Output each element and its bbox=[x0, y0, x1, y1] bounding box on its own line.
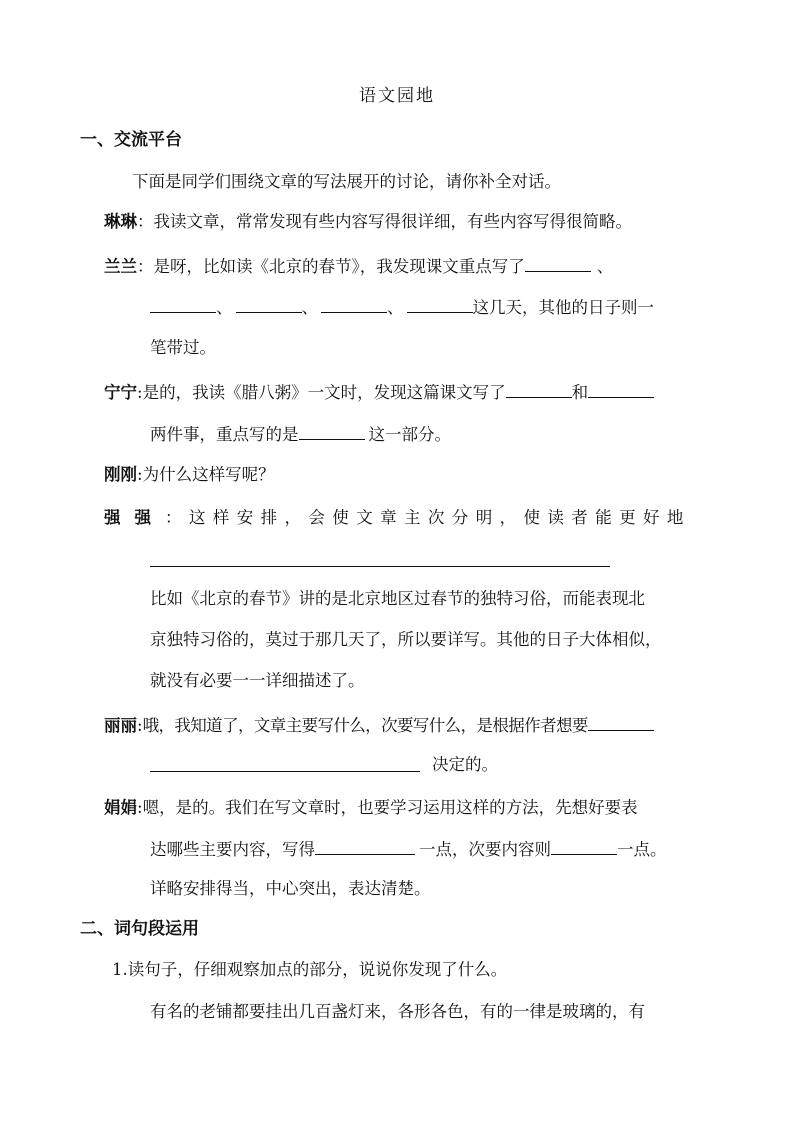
speaker-lili: 丽丽 bbox=[104, 716, 137, 735]
fill-in-blank[interactable] bbox=[150, 298, 216, 313]
dialogue-text: 一点。 bbox=[617, 840, 667, 859]
dialogue-text: 我读文章，常常发现有些内容写得很详细，有些内容写得很简略。 bbox=[153, 212, 632, 231]
fill-in-answer-line[interactable] bbox=[150, 566, 610, 567]
dialogue-text: 嗯，是的。我们在写文章时，也要学习运用这样的方法，先想好要表 bbox=[142, 798, 638, 817]
fill-in-blank[interactable] bbox=[588, 716, 654, 731]
dialogue-text: 和 bbox=[571, 383, 589, 402]
speaker-colon: ： bbox=[137, 212, 154, 231]
dialogue-text: 是呀，比如读《北京的春节》，我发现课文重点写了 bbox=[153, 257, 525, 276]
dialogue-ningning-line-1 bbox=[104, 383, 654, 402]
dialogue-qiangqiang-line-3: 京独特习俗的，莫过于那几天了，所以要详写。其他的日子大体相似， bbox=[150, 630, 662, 649]
exercise-item-1: 1.读句子，仔细观察加点的部分，说说你发现了什么。 bbox=[112, 960, 508, 979]
section-heading-word-sentence-usage: 二、词句段运用 bbox=[80, 919, 199, 939]
dialogue-text: 哦，我知道了，文章主要写什么，次要写什么，是根据作者想要 bbox=[142, 716, 588, 735]
dialogue-lanlan-line-2 bbox=[150, 298, 654, 317]
speaker-colon: : bbox=[137, 798, 143, 817]
dialogue-qiangqiang-line-2: 比如《北京的春节》讲的是北京地区过春节的独特习俗，而能表现北 bbox=[150, 589, 645, 608]
fill-in-blank[interactable] bbox=[525, 257, 591, 272]
dialogue-lili-line-2: 决定的。 bbox=[432, 755, 498, 774]
dialogue-lanlan-line-3: 笔带过。 bbox=[150, 338, 216, 357]
speaker-colon: : bbox=[137, 383, 143, 402]
dialogue-text: 为什么这样写呢？ bbox=[142, 465, 275, 484]
dialogue-text: ：这样安排，会使文章主次分明，使读者能更好地 bbox=[165, 508, 691, 527]
fill-in-blank[interactable] bbox=[315, 840, 415, 855]
dialogue-text: 一点，次要内容则 bbox=[419, 840, 551, 859]
speaker-ningning: 宁宁 bbox=[104, 383, 137, 402]
page-title: 语文园地 bbox=[359, 86, 435, 106]
dialogue-text: 是的，我读《腊八粥》一文时，发现这篇课文写了 bbox=[142, 383, 506, 402]
separator: 、 bbox=[216, 298, 233, 317]
separator: 、 bbox=[301, 298, 318, 317]
fill-in-blank[interactable] bbox=[299, 425, 365, 440]
fill-in-blank[interactable] bbox=[588, 383, 654, 398]
fill-in-blank[interactable] bbox=[551, 840, 617, 855]
dialogue-qiangqiang-line-4: 就没有必要一一详细描述了。 bbox=[150, 671, 365, 690]
speaker-lanlan: 兰兰 bbox=[104, 257, 137, 276]
dialogue-lanlan-line-1 bbox=[104, 257, 613, 276]
section-heading-exchange-platform: 一、交流平台 bbox=[80, 130, 182, 150]
fill-in-answer-line[interactable] bbox=[150, 771, 420, 772]
fill-in-blank[interactable] bbox=[506, 383, 572, 398]
dialogue-juanjuan-line-3: 详略安排得当，中心突出，表达清楚。 bbox=[150, 879, 431, 898]
section-intro-text: 下面是同学们围绕文章的写法展开的讨论，请你补全对话。 bbox=[132, 172, 561, 191]
speaker-colon: : bbox=[137, 716, 143, 735]
fill-in-blank[interactable] bbox=[321, 298, 387, 313]
exercise-sentence: 有名的老铺都要挂出几百盏灯来，各形各色，有的一律是玻璃的，有 bbox=[150, 1002, 645, 1021]
dialogue-qiangqiang-line-1 bbox=[104, 510, 691, 527]
speaker-qiangqiang: 强强 bbox=[104, 508, 165, 527]
fill-in-blank[interactable] bbox=[236, 298, 302, 313]
speaker-linlin: 琳琳 bbox=[104, 212, 137, 231]
separator: 、 bbox=[387, 298, 404, 317]
dialogue-ningning-line-2 bbox=[150, 425, 451, 444]
speaker-ganggang: 刚刚 bbox=[104, 465, 137, 484]
dialogue-text: 这几天，其他的日子则一 bbox=[472, 298, 654, 317]
dialogue-juanjuan-line-2 bbox=[150, 840, 667, 859]
dialogue-juanjuan-line-1 bbox=[104, 800, 638, 817]
dialogue-text: 这一部分。 bbox=[368, 425, 451, 444]
separator: 、 bbox=[596, 257, 614, 276]
speaker-colon: : bbox=[137, 465, 143, 484]
dialogue-lili-line-1 bbox=[104, 716, 654, 735]
speaker-colon: ： bbox=[137, 257, 154, 276]
dialogue-ganggang bbox=[104, 467, 275, 484]
fill-in-blank[interactable] bbox=[407, 298, 473, 313]
dialogue-text: 两件事，重点写的是 bbox=[150, 425, 299, 444]
dialogue-linlin bbox=[104, 214, 632, 231]
speaker-juanjuan: 娟娟 bbox=[104, 798, 137, 817]
dialogue-text: 达哪些主要内容，写得 bbox=[150, 840, 315, 859]
